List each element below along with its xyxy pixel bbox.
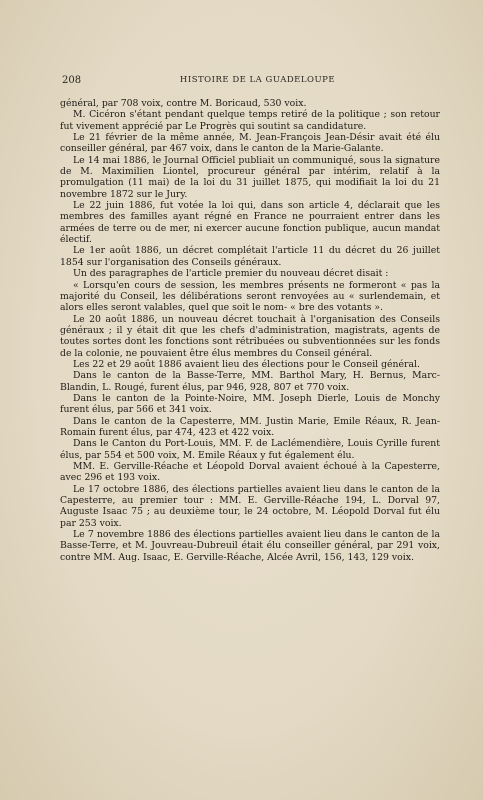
paragraph: Le 21 février de la même année, M. Jean-François Jean-Désir avait été élu conseiller général, par 467 voix, dans le canton de la Marie-Galante. <box>60 132 440 155</box>
paragraph: Le 7 novembre 1886 des élections partielles avaient lieu dans le canton de la Basse-Terre, et M. Jouvreau-Dubreuil était élu conseiller général, par 291 voix, contre MM. Aug. Isaac, E. Gerville-Réache, Alcée Avril, 156, 143, 129 voix. <box>60 529 440 563</box>
body-text <box>60 98 440 563</box>
paragraph: M. Cicéron s'étant pendant quelque temps retiré de la politique ; son retour fut vivement apprécié par Le Progrès qui soutint sa candidature. <box>60 109 440 132</box>
running-title: HISTOIRE DE LA GUADELOUPE <box>179 75 336 85</box>
running-head <box>62 75 453 89</box>
paragraph: Un des paragraphes de l'article premier du nouveau décret disait : <box>73 268 389 280</box>
quoted-paragraph: « Lorsqu'en cours de session, les membres présents ne formeront « pas la majorité du Conseil, les délibérations seront renvoyées au « surlendemain, et alors elles seront valables, quel que soit le nom- « bre des votants ». <box>60 279 440 314</box>
paragraph: Dans le canton de la Pointe-Noire, MM. Joseph Dierle, Louis de Monchy furent élus, par 566 et 341 voix. <box>60 392 440 416</box>
paragraph: général, par 708 voix, contre M. Boricaud, 530 voix. <box>60 98 307 109</box>
page-number: 208 <box>62 75 82 86</box>
paragraph: MM. E. Gerville-Réache et Léopold Dorval avaient échoué à la Capesterre, avec 296 et 193 voix. <box>60 461 440 484</box>
paragraph: Les 22 et 29 août 1886 avaient lieu des élections pour le Conseil général. <box>73 358 420 370</box>
paragraph: Dans le Canton du Port-Louis, MM. F. de Laclémendière, Louis Cyrille furent élus, par 554 et 500 voix, M. Emile Réaux y fut également élu. <box>60 438 440 461</box>
paragraph: Le 17 octobre 1886, des élections partielles avaient lieu dans le canton de la Capesterre, au premier tour : MM. E. Gerville-Réache 194, L. Dorval 97, Auguste Isaac 75 ; au deuxième tour, le 24 octobre, M. Léopold Dorval fut élu par 253 voix. <box>60 483 440 529</box>
paragraph: Le 20 août 1886, un nouveau décret touchait à l'organisation des Conseils généraux ; il y était dit que les chefs d'administration, magistrats, agents de toutes sortes dont les fonctions sont rétribuées ou subventionnées sur les fonds de la colonie, ne pouvaient être élus membres du Conseil général. <box>60 313 440 359</box>
paragraph: Le 1er août 1886, un décret complétait l'article 11 du décret du 26 juillet 1854 sur l'organisation des Conseils généraux. <box>60 245 440 268</box>
paragraph: Dans le canton de la Basse-Terre, MM. Barthol Mary, H. Bernus, Marc-Blandin, L. Rougé, furent élus, par 946, 928, 807 et 770 voix. <box>60 370 440 393</box>
paragraph: Le 14 mai 1886, le Journal Officiel publiait un communiqué, sous la signature de M. Maximilien Liontel, procureur général par intérim, relatif à la promulgation (11 mai) de la loi du 31 juillet 1875, qui modifiait la loi du 21 novembre 1872 sur le Jury. <box>60 154 440 200</box>
paragraph: Le 22 juin 1886, fut votée la loi qui, dans son article 4, déclarait que les membres des familles ayant régné en France ne pourraient entrer dans les armées de terre ou de mer, ni exercer aucune fonction publique, aucun mandat électif. <box>60 200 440 246</box>
paragraph: Dans le canton de la Capesterre, MM. Justin Marie, Emile Réaux, R. Jean-Romain furent élus, par 474, 423 et 422 voix. <box>60 415 440 438</box>
